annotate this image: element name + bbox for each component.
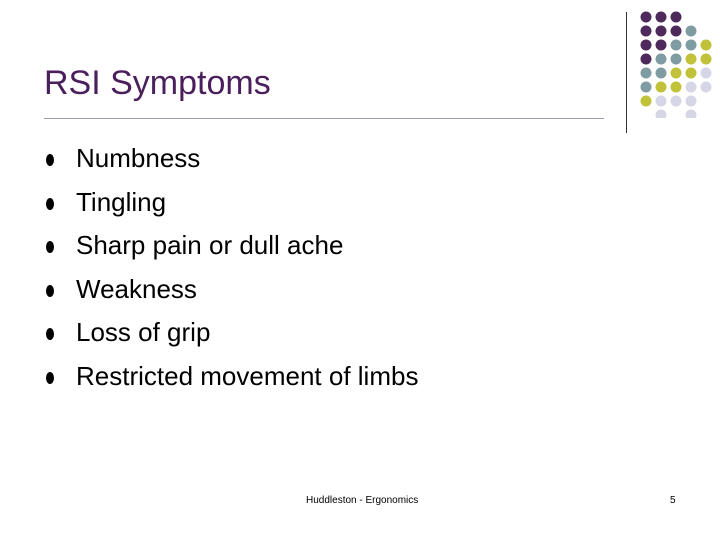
list-item bbox=[46, 271, 418, 315]
slide-title: RSI Symptoms bbox=[44, 64, 271, 102]
vertical-divider bbox=[626, 12, 627, 133]
list-item bbox=[46, 358, 418, 402]
deco-dot bbox=[656, 54, 667, 65]
bullet-dot-icon bbox=[46, 285, 54, 297]
deco-dot bbox=[686, 26, 697, 37]
deco-dot bbox=[656, 26, 667, 37]
decorative-dot-grid bbox=[638, 8, 718, 118]
deco-dot bbox=[641, 82, 652, 93]
deco-dot bbox=[701, 40, 712, 51]
deco-dot bbox=[671, 12, 682, 23]
deco-dot bbox=[656, 40, 667, 51]
deco-dot bbox=[641, 68, 652, 79]
deco-dot bbox=[656, 82, 667, 93]
deco-dot bbox=[641, 96, 652, 107]
deco-dot bbox=[671, 40, 682, 51]
list-item bbox=[46, 227, 418, 271]
deco-dot bbox=[686, 110, 697, 119]
deco-dot bbox=[671, 54, 682, 65]
bullet-dot-icon bbox=[46, 328, 54, 340]
list-item-text: Loss of grip bbox=[76, 317, 211, 347]
page-number: 5 bbox=[670, 495, 676, 506]
bullet-dot-icon bbox=[46, 154, 54, 166]
deco-dot bbox=[686, 82, 697, 93]
deco-dot bbox=[656, 12, 667, 23]
deco-dot bbox=[641, 12, 652, 23]
deco-dot bbox=[686, 54, 697, 65]
symptom-list bbox=[46, 140, 418, 401]
list-item-text: Restricted movement of limbs bbox=[76, 360, 419, 391]
bullet-dot-icon bbox=[46, 198, 54, 210]
deco-dot bbox=[641, 54, 652, 65]
deco-dot bbox=[641, 40, 652, 51]
list-item bbox=[46, 314, 418, 358]
deco-dot bbox=[671, 68, 682, 79]
list-item-text: Numbness bbox=[76, 143, 201, 173]
deco-dot bbox=[686, 96, 697, 107]
footer-text: Huddleston - Ergonomics bbox=[306, 495, 419, 506]
list-item bbox=[46, 140, 418, 184]
deco-dot bbox=[656, 110, 667, 119]
deco-dot bbox=[701, 68, 712, 79]
deco-dot bbox=[701, 82, 712, 93]
list-item-text: Tingling bbox=[76, 186, 167, 217]
deco-dot bbox=[701, 54, 712, 65]
deco-dot bbox=[656, 68, 667, 79]
deco-dot bbox=[671, 96, 682, 107]
bullet-dot-icon bbox=[46, 372, 54, 384]
deco-dot bbox=[686, 68, 697, 79]
deco-dot bbox=[656, 96, 667, 107]
list-item-text: Sharp pain or dull ache bbox=[76, 230, 344, 260]
bullet-dot-icon bbox=[46, 241, 54, 253]
list-item bbox=[46, 184, 418, 228]
list-item-text: Weakness bbox=[76, 273, 197, 304]
deco-dot bbox=[671, 26, 682, 37]
title-divider bbox=[44, 118, 604, 119]
deco-dot bbox=[686, 40, 697, 51]
deco-dot bbox=[671, 82, 682, 93]
deco-dot bbox=[641, 26, 652, 37]
